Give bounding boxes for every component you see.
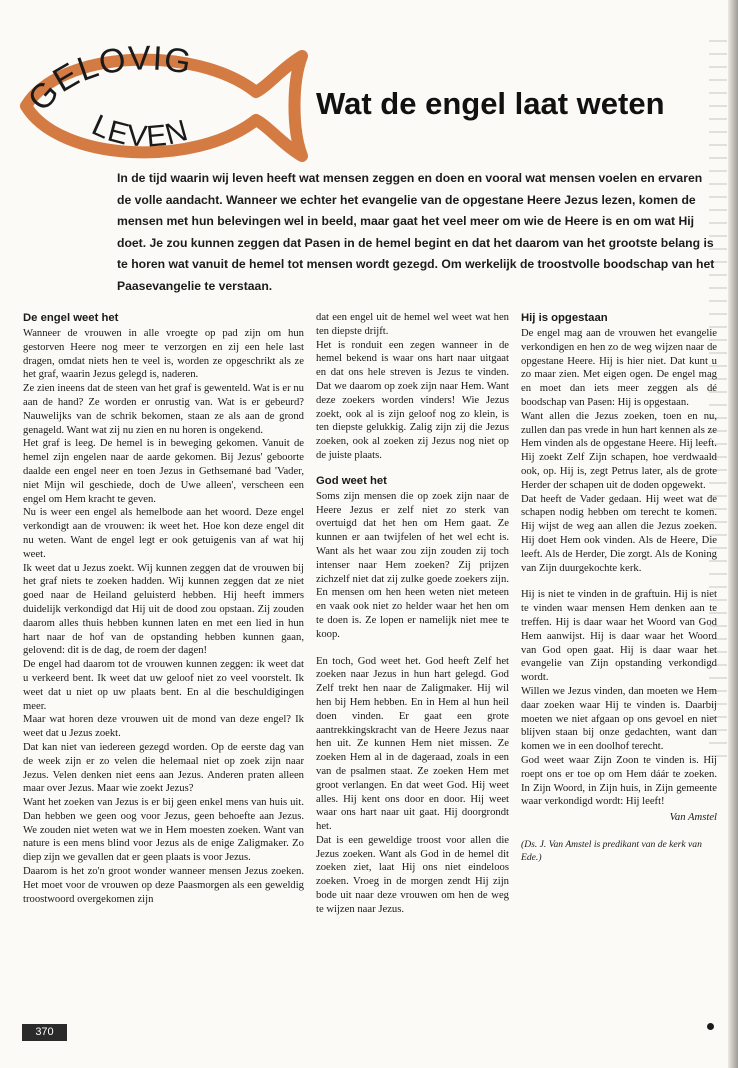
paragraph: Want het zoeken van Jezus is er bij geen enkel mens van huis uit. Dan hebben we geen oog voor Jezus, geen behoefte aan Jezus. We zouden niet weten wat we in Hem moesten zoeken. Want van nature is een mens blind voor Jezus als de enige Zaligmaker. Zo diep zijn we gevallen dat er geen plaats is voor Jezus. — [23, 797, 304, 864]
column-1 — [23, 311, 304, 906]
intro-paragraph: In de tijd waarin wij leven heeft wat mensen zeggen en doen en vooral wat mensen voelen en ervaren de volle aandacht. Wanneer we echter het evangelie van de opgestane Heere Jezus lezen, komen de mensen met hun belevingen wel in beeld, maar gaat het veel meer om wie de Heere is en om wat Hij doet. Je zou kunnen zeggen dat Pasen in de hemel begint en dat het daarom van het grootste belang is te horen wat vanuit de hemel tot mensen wordt gezegd. Om werkelijk de troostvolle boodschap van het Paasevangelie te verstaan. — [117, 171, 715, 293]
paragraph: Dat kan niet van iedereen gezegd worden. Op de eerste dag van de week zijn er zo velen die helemaal niet op zoek zijn naar Jezus. Velen denken niet eens aan Jezus. Anderen praten alleen maar over Jezus. Maar wie zoekt Jezus? — [23, 741, 304, 795]
paragraph: Hij zoekt Zelf Zijn schapen, hoe verdwaald ook, op. Hij is, zegt Petrus later, als de grote Herder der schapen uit de doden opgewekt. — [521, 452, 717, 491]
section-heading: Hij is opgestaan — [521, 312, 608, 324]
paragraph: Dat is een geweldige troost voor allen die Jezus zoeken. Want als God in de hemel dit zoeken ziet, laat Hij ons niet eindeloos zoeken. Vroeg in de morgen zendt Hij zijn bode uit naar deze vrouwen om hen de weg te wijzen naar Jezus. — [316, 834, 509, 915]
paragraph: Dat heeft de Vader gedaan. Hij weet wat de schapen nodig hebben om terecht te komen. Hij wijst de weg aan allen die Jezus zoeken. Hij doet Hem ook vinden. Als de Heere, Die leeft. Als de Herder, Die zorgt. Als de Koning van Zijn duurgekochte kerk. — [521, 493, 717, 574]
paragraph: Ik weet dat u Jezus zoekt. Wij kunnen zeggen dat de vrouwen bij het graf niets te zoeken hadden. Wij kunnen zeggen dat ze niet goed naar de Heiland geluisterd hebben. Hij heeft immers duidelijk verkondigd dat Hij uit de dood zou opstaan. Zij zouden daarom alles thuis hebben kunnen laten en met een lied in hun hart naar de hof van de opstanding hebben kunnen gaan, gelovend: dit is de dag, de roem der dagen! — [23, 562, 304, 657]
column-3 — [521, 311, 717, 864]
logo-word-top: GELOVIG — [20, 42, 195, 119]
author-signature: Van Amstel — [669, 812, 717, 824]
paragraph: Wanneer de vrouwen in alle vroegte op pad zijn om hun gestorven Heere nog meer te verzorgen en zij een hele last dragen, omdat niets hen te veel is, worden ze opgeschrikt als ze het graf, waarin Jezus gelegd is, naderen. — [23, 328, 304, 381]
svg-text:GELOVIG — [21, 42, 195, 119]
logo-word-bottom: LEVEN — [86, 108, 193, 154]
paragraph: De engel had daarom tot de vrouwen kunnen zeggen: ik weet dat u verkeerd bent. Ik weet dat uw geloof niet zo veel voorstelt. Ik weet dat u niet op uw plaats bent. En al die beschuldigingen meer. — [23, 659, 304, 712]
column-2 — [316, 311, 509, 917]
gelovig-leven-logo — [20, 42, 308, 170]
paragraph: Ze zien ineens dat de steen van het graf is gewenteld. Wat is er nu aan de hand? Ze worden er onrustig van. Wat is er gebeurd? Nauwelijks van de schrik bekomen, staan ze als aan de grond genageld. Want wat zij nu zien en nu horen is ongekend. — [23, 383, 304, 436]
page-edge — [728, 0, 738, 1068]
paragraph: Daarom is het zo'n groot wonder wanneer mensen Jezus zoeken. Het moet voor de vrouwen op deze Paasmorgen als een geweldig troostwoord overgekomen zijn — [23, 866, 304, 905]
paragraph: Hij is niet te vinden in de graftuin. Hij is niet te vinden waar mensen Hem denken aan te treffen. Hij is daar waar het Woord van God Hem aanwijst. Hij is daar waar het Woord van God open gaat. Hij is daar waar het evangelie van Zijn opstanding verkondigd wordt. — [521, 589, 717, 684]
end-bullet — [707, 1023, 714, 1030]
paragraph: Het is ronduit een zegen wanneer in de hemel bekend is waar ons hart naar uitgaat en dat ons hele streven is Jezus te vinden. Dat we daarom op zoek zijn naar Hem. Want deze zoekers worden vinders! Wie Jezus zoekt, ook al is zijn geloof nog zo klein, is ten diepste gelukkig. Zalig zijn zij die Jezus zoeken, ook al zoeken zij Jezus nog niet op de juiste plaats. — [316, 339, 509, 461]
paragraph: dat een engel uit de hemel wel weet wat hen ten diepste drijft. — [316, 312, 509, 337]
page-number: 370 — [22, 1024, 67, 1041]
paragraph: Want allen die Jezus zoeken, toen en nu, zullen dan pas vrede in hun hart kennen als ze Hem vinden als de opgestane Heere. Hij leeft. — [521, 410, 717, 450]
section-heading: God weet het — [316, 474, 387, 487]
paragraph: De engel mag aan de vrouwen het evangelie verkondigen en hen zo de weg wijzen naar de opgestane Heere. Hij is hier niet. Dat kunt u zo maar zien. Met eigen ogen. De engel mag en moet dan iets meer zeggen als dé boodschap van Pasen: Hij is opgestaan. — [521, 328, 717, 408]
paragraph: Willen we Jezus vinden, dan moeten we Hem daar zoeken waar Hij te vinden is. Daarbij moeten we niet afgaan op ons gevoel en niet blijven staan bij onze gedachten, want dan komen we in een doolhof terecht. — [521, 685, 717, 753]
author-note: (Ds. J. Van Amstel is predikant van de kerk van Ede.) — [521, 838, 702, 863]
article-title: Wat de engel laat weten — [316, 86, 665, 121]
paragraph: En toch, God weet het. God heeft Zelf het zoeken naar Jezus in hun hart gelegd. God Zelf trekt hen naar de Zaligmaker. Hij wil hen bij Hem hebben. En in Hem al hun heil doen vinden. Er gaat een grote aantrekkingskracht van de Heere Jezus naar hen uit. Ze kunnen Hem niet missen. Ze zoeken Hem al in de dageraad, zoals in een van de psalmen staat. Ze zoeken Hem met groot verlangen. En dat weet God. Hij weet alles. Hij kent ons door en door. Hij weet waar ons hart naar uit gaat. Hij doorgrondt het. — [316, 655, 509, 833]
section-heading: De engel weet het — [23, 312, 119, 324]
paragraph: Maar wat horen deze vrouwen uit de mond van deze engel? Ik weet dat u Jezus zoekt. — [23, 714, 304, 740]
paragraph: Het graf is leeg. De hemel is in beweging gekomen. Vanuit de hemel zijn engelen naar de aarde gekomen. Bij Jezus' geboorte daalde een engel neer en toen Jezus in Gethsemané bad 'Vader, niet Mijn wil geschiede, doch de Uwe alleen', verscheen een engel om Hem kracht te geven. — [23, 438, 304, 505]
paragraph: Nu is weer een engel als hemelbode aan het woord. Deze engel verkondigt aan de vrouwen: ik weet het. Hoe kon deze engel dit nu weten. Want de engel legt er ook getuigenis van af wat hij weet. — [23, 507, 304, 560]
paragraph: Soms zijn mensen die op zoek zijn naar de Heere Jezus er zelf niet zo sterk van overtuigd dat het hen om Hem gaat. Ze kunnen er aan twijfelen of het wel echt is. Want als het waar zou zijn zouden zij toch intenser naar Hem zoeken? Zij prijzen zichzelf niet dat zij zulke goede zoekers zijn. En mensen om hen heen weten niet meteen en vaak ook niet zo helder waar het hen om te doen is. Ze lopen er namelijk niet mee te koop. — [316, 490, 509, 640]
paragraph: God weet waar Zijn Zoon te vinden is. Hij roept ons er toe op om Hem dáár te zoeken. In Zijn Woord, in Zijn huis, in Zijn gemeente waar verkondigd wordt: Hij leeft! — [521, 754, 717, 808]
